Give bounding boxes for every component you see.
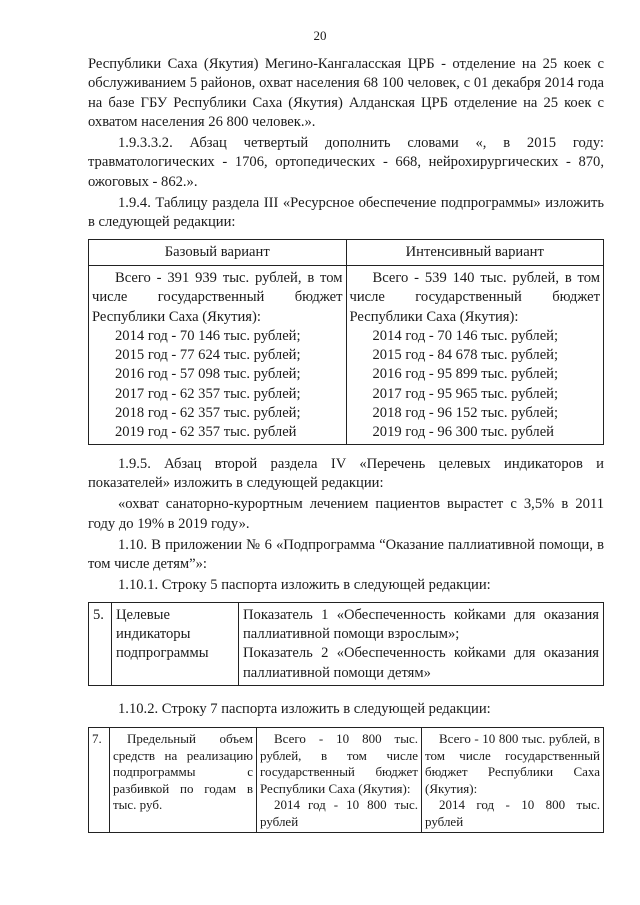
base-year-2014: 2014 год - 70 146 тыс. рублей;: [115, 327, 301, 344]
paragraph-1-9-5: 1.9.5. Абзац второй раздела IV «Перечень целевых индикаторов и показателей» изложить в следующей редакции:: [88, 455, 604, 491]
base-year-2018: 2018 год - 62 357 тыс. рублей;: [115, 405, 301, 422]
document-body: [88, 55, 604, 833]
row-label: [110, 728, 257, 833]
intensive-year-2017: 2017 год - 95 965 тыс. рублей;: [372, 385, 559, 402]
intensive-funding-intro: Всего - 10 800 тыс. рублей, в том числе государственный бюджет Республики Саха (Якутия):: [425, 731, 600, 796]
row-number: 5.: [89, 602, 112, 685]
header-intensive-variant: Интенсивный вариант: [346, 239, 604, 265]
intensive-funding-2014: 2014 год - 10 800 тыс. рублей: [425, 797, 600, 829]
base-funding-cell: [257, 728, 422, 833]
base-funding-intro: Всего - 10 800 тыс. рублей, в том числе государственный бюджет Республики Саха (Якутия):: [260, 731, 418, 796]
paragraph-1-10-2: 1.10.2. Строку 7 паспорта изложить в следующей редакции:: [118, 700, 491, 717]
intensive-intro: Всего - 539 140 тыс. рублей, в том числе государственный бюджет Республики Саха (Якутия):: [349, 269, 600, 325]
paragraph-quote: «охват санаторно-курортным лечением пациентов вырастет с 3,5% в 2011 году до 19% в 2019 году».: [88, 496, 604, 532]
row-number: 7.: [89, 728, 110, 833]
intensive-year-2019: 2019 год - 96 300 тыс. рублей: [372, 424, 554, 441]
base-year-2017: 2017 год - 62 357 тыс. рублей;: [115, 385, 301, 402]
paragraph-1-9-4: 1.9.4. Таблицу раздела III «Ресурсное обеспечение подпрограммы» изложить в следующей редакции:: [88, 195, 604, 231]
row-indicators: [239, 602, 604, 685]
page-number: 20: [313, 28, 327, 43]
paragraph-1-9-3-3-2: 1.9.3.3.2. Абзац четвертый дополнить словами «, в 2015 году: травматологических - 1706, ортопедических - 668, нейрохирургических - 870, ожоговых - 862.».: [88, 135, 604, 190]
intensive-year-2016: 2016 год - 95 899 тыс. рублей;: [372, 366, 559, 383]
row-label-text: Предельный объем средств на реализацию подпрограммы с разбивкой по годам в тыс. руб.: [113, 731, 253, 813]
base-year-2015: 2015 год - 77 624 тыс. рублей;: [115, 347, 301, 364]
indicator-1: Показатель 1 «Обеспеченность койками для оказания паллиативной помощи взрослым»;: [243, 606, 599, 643]
header-base-variant: Базовый вариант: [89, 239, 347, 265]
base-variant-cell: [89, 265, 347, 444]
paragraph-continued: Республики Саха (Якутия) Мегино-Кангаласская ЦРБ - отделение на 25 коек с обслуживанием 5 районов, охват населения 68 100 человек, с 01 декабря 2014 года на базе ГБУ Республики Саха (Якутия) Алданская ЦРБ отделение на 25 коек с охватом населения 26 800 человек.».: [88, 56, 604, 130]
intensive-year-2018: 2018 год - 96 152 тыс. рублей;: [372, 405, 559, 422]
resource-table: [88, 239, 604, 445]
indicator-2: Показатель 2 «Обеспеченность койками для оказания паллиативной помощи детям»: [243, 645, 599, 681]
base-funding-2014: 2014 год - 10 800 тыс. рублей: [260, 797, 418, 829]
passport-row-7-table: [88, 727, 604, 833]
intensive-variant-cell: [346, 265, 604, 444]
row-label: Целевые индикаторы подпрограммы: [112, 602, 239, 685]
base-year-2019: 2019 год - 62 357 тыс. рублей: [115, 424, 297, 441]
paragraph-1-10: 1.10. В приложении № 6 «Подпрограмма “Оказание паллиативной помощи, в том числе детям”»:: [88, 536, 604, 573]
intensive-year-2015: 2015 год - 84 678 тыс. рублей;: [372, 347, 559, 364]
base-intro: Всего - 391 939 тыс. рублей, в том числе государственный бюджет Республики Саха (Якутия):: [92, 269, 343, 325]
paragraph-1-10-1: 1.10.1. Строку 5 паспорта изложить в следующей редакции:: [118, 577, 491, 594]
intensive-funding-cell: [422, 728, 604, 833]
intensive-year-2014: 2014 год - 70 146 тыс. рублей;: [372, 327, 559, 344]
passport-row-5-table: [88, 602, 604, 686]
base-year-2016: 2016 год - 57 098 тыс. рублей;: [115, 366, 301, 383]
